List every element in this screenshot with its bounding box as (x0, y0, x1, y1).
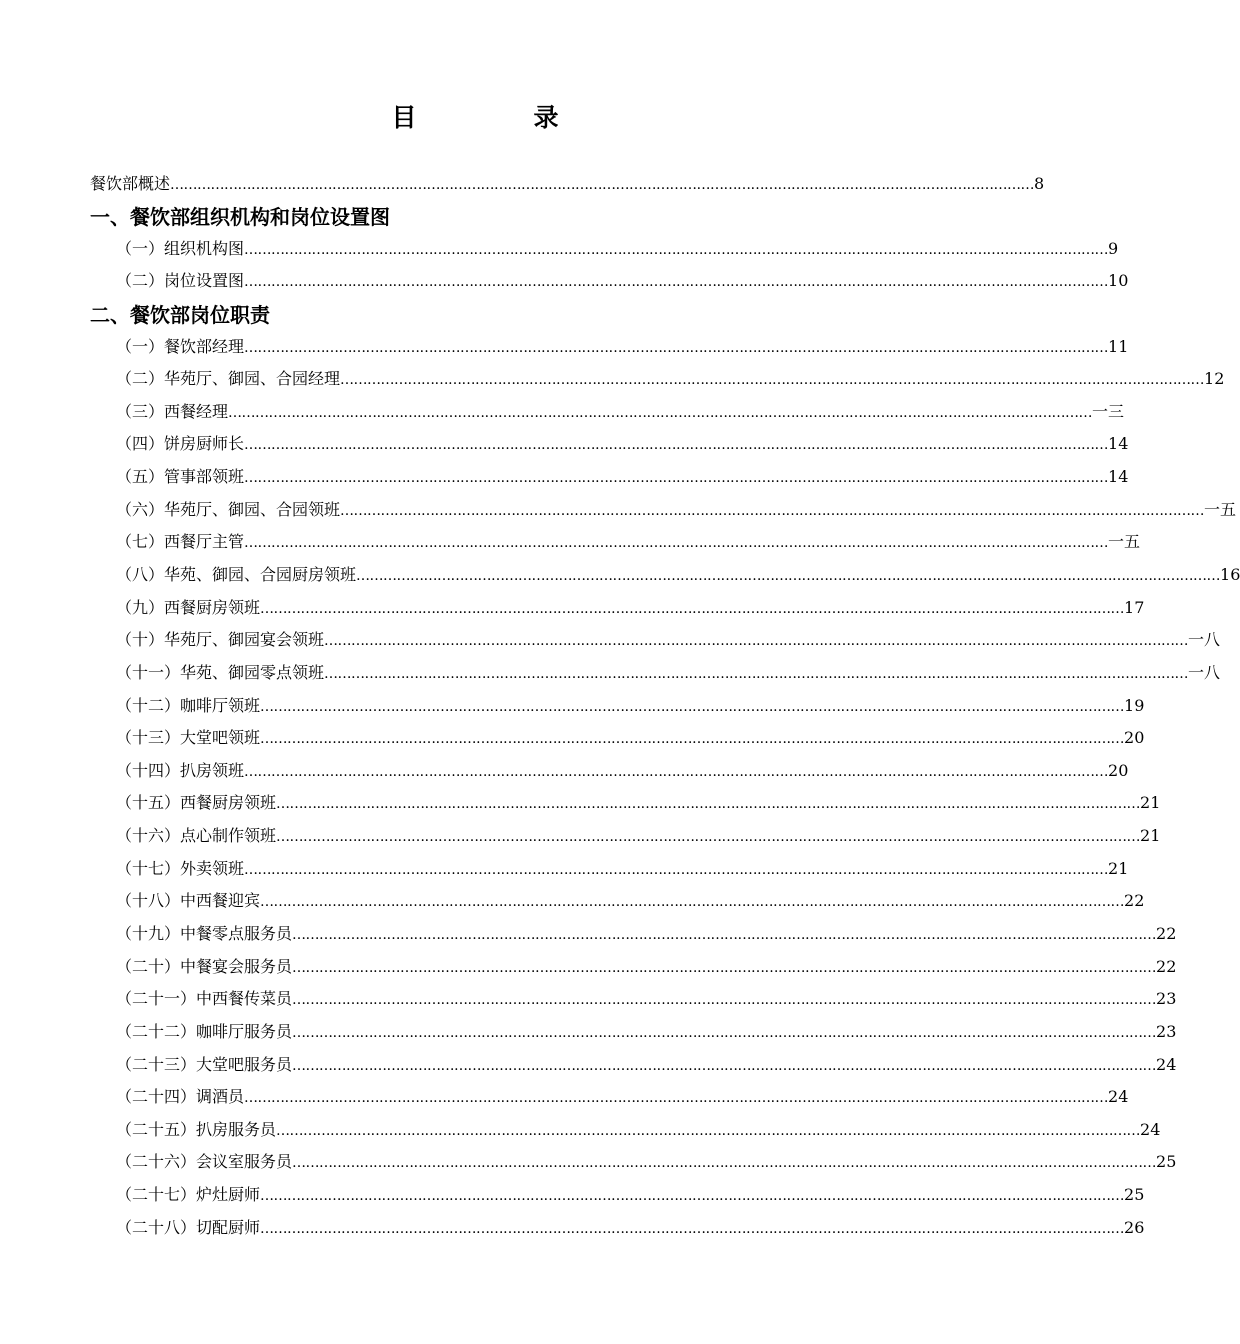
toc-entry[interactable] (116, 465, 1129, 489)
toc-entry-label: （十四）扒房领班 (116, 761, 245, 780)
toc-entry-page: 14 (1108, 434, 1129, 453)
dot-leader: ………………………………………………………………………………………………………………………………………………………………………… (244, 242, 1109, 258)
toc-entry-page: 21 (1108, 859, 1129, 878)
toc-entry-page: 23 (1156, 989, 1177, 1008)
toc-entry-page: 21 (1140, 826, 1161, 845)
toc-entry[interactable] (116, 759, 1129, 783)
toc-entry-label: （十九）中餐零点服务员 (116, 924, 293, 943)
toc-entry[interactable] (116, 955, 1177, 979)
toc-entry[interactable] (116, 498, 1237, 522)
dot-leader: ………………………………………………………………………………………………………………………………………………………………………… (170, 177, 1035, 193)
dot-leader: ………………………………………………………………………………………………………………………………………………………………………… (260, 894, 1125, 910)
toc-entry[interactable] (116, 1053, 1177, 1077)
toc-entry-label: 餐饮部概述 (90, 174, 171, 193)
toc-entry[interactable] (116, 824, 1161, 848)
toc-entry-page: 一五 (1108, 532, 1141, 551)
dot-leader: ………………………………………………………………………………………………………………………………………………………………………… (340, 503, 1205, 519)
toc-entry-page: 22 (1156, 924, 1177, 943)
dot-leader: ………………………………………………………………………………………………………………………………………………………………………… (276, 796, 1141, 812)
toc-entry[interactable] (116, 889, 1145, 913)
toc-entry-page: 21 (1140, 793, 1161, 812)
toc-entry-label: （二）岗位设置图 (116, 271, 245, 290)
toc-entry-label: （二十六）会议室服务员 (116, 1152, 293, 1171)
toc-entry-label: （一）组织机构图 (116, 239, 245, 258)
toc-entry-label: （二）华苑厅、御园、合园经理 (116, 369, 341, 388)
toc-entry[interactable] (116, 269, 1129, 293)
toc-entry-label: （一）餐饮部经理 (116, 337, 245, 356)
toc-entry-page: 24 (1156, 1055, 1177, 1074)
toc-entry-page: 23 (1156, 1022, 1177, 1041)
dot-leader: ………………………………………………………………………………………………………………………………………………………………………… (244, 340, 1109, 356)
toc-entry-overview[interactable] (90, 172, 1045, 196)
toc-entry[interactable] (116, 432, 1129, 456)
toc-entry-label: （九）西餐厨房领班 (116, 598, 261, 617)
section-heading: 一、餐饮部组织机构和岗位设置图 (90, 205, 390, 229)
toc-entry[interactable] (116, 237, 1119, 261)
toc-entry-label: （二十三）大堂吧服务员 (116, 1055, 293, 1074)
toc-entry-label: （七）西餐厅主管 (116, 532, 245, 551)
toc-entry-page: 一三 (1092, 402, 1125, 421)
page-title: 目 录 (391, 103, 605, 132)
toc-entry[interactable] (116, 400, 1125, 424)
dot-leader: ………………………………………………………………………………………………………………………………………………………………………… (260, 1221, 1125, 1237)
toc-entry-page: 20 (1108, 761, 1129, 780)
toc-entry[interactable] (116, 1020, 1177, 1044)
toc-entry-page: 11 (1108, 337, 1129, 356)
dot-leader: ………………………………………………………………………………………………………………………………………………………………………… (244, 437, 1109, 453)
dot-leader: ………………………………………………………………………………………………………………………………………………………………………… (260, 731, 1125, 747)
toc-entry-label: （二十八）切配厨师 (116, 1218, 261, 1237)
toc-entry-label: （十八）中西餐迎宾 (116, 891, 261, 910)
toc-entry[interactable] (116, 987, 1177, 1011)
toc-entry-label: （二十）中餐宴会服务员 (116, 957, 293, 976)
dot-leader: ………………………………………………………………………………………………………………………………………………………………………… (244, 470, 1109, 486)
toc-entry-page: 22 (1124, 891, 1145, 910)
dot-leader: ………………………………………………………………………………………………………………………………………………………………………… (340, 372, 1205, 388)
dot-leader: ………………………………………………………………………………………………………………………………………………………………………… (260, 1188, 1125, 1204)
toc-entry[interactable] (116, 596, 1145, 620)
toc-entry-label: （十五）西餐厨房领班 (116, 793, 277, 812)
toc-entry[interactable] (116, 563, 1240, 587)
toc-entry[interactable] (116, 857, 1129, 881)
dot-leader: ………………………………………………………………………………………………………………………………………………………………………… (276, 1123, 1141, 1139)
dot-leader: ………………………………………………………………………………………………………………………………………………………………………… (292, 1025, 1157, 1041)
toc-entry-label: （三）西餐经理 (116, 402, 229, 421)
dot-leader: ………………………………………………………………………………………………………………………………………………………………………… (244, 862, 1109, 878)
dot-leader: ………………………………………………………………………………………………………………………………………………………………………… (292, 960, 1157, 976)
dot-leader: ………………………………………………………………………………………………………………………………………………………………………… (260, 601, 1125, 617)
toc-entry-label: （二十二）咖啡厅服务员 (116, 1022, 293, 1041)
toc-entry-page: 19 (1124, 696, 1145, 715)
toc-entry-label: （十三）大堂吧领班 (116, 728, 261, 747)
dot-leader: ………………………………………………………………………………………………………………………………………………………………………… (244, 1090, 1109, 1106)
toc-entry[interactable] (116, 791, 1161, 815)
dot-leader: ………………………………………………………………………………………………………………………………………………………………………… (276, 829, 1141, 845)
toc-entry-label: （十二）咖啡厅领班 (116, 696, 261, 715)
toc-entry[interactable] (116, 335, 1129, 359)
toc-entry[interactable] (116, 1085, 1129, 1109)
toc-entry-label: （五）管事部领班 (116, 467, 245, 486)
toc-entry-page: 25 (1156, 1152, 1177, 1171)
toc-entry-label: （四）饼房厨师长 (116, 434, 245, 453)
toc-entry-label: （二十五）扒房服务员 (116, 1120, 277, 1139)
toc-entry[interactable] (116, 1216, 1145, 1240)
toc-entry-label: （十一）华苑、御园零点领班 (116, 663, 325, 682)
dot-leader: ………………………………………………………………………………………………………………………………………………………………………… (244, 274, 1109, 290)
toc-entry-page: 8 (1034, 174, 1045, 193)
toc-entry-page: 17 (1124, 598, 1145, 617)
toc-entry-page: 25 (1124, 1185, 1145, 1204)
toc-entry-page: 一八 (1188, 630, 1221, 649)
toc-entry-label: （十六）点心制作领班 (116, 826, 277, 845)
toc-entry[interactable] (116, 530, 1141, 554)
toc-entry-label: （二十四）调酒员 (116, 1087, 245, 1106)
toc-entry-page: 22 (1156, 957, 1177, 976)
toc-entry[interactable] (116, 922, 1177, 946)
toc-entry-page: 24 (1140, 1120, 1161, 1139)
toc-entry[interactable] (116, 367, 1225, 391)
dot-leader: ………………………………………………………………………………………………………………………………………………………………………… (292, 1155, 1157, 1171)
dot-leader: ………………………………………………………………………………………………………………………………………………………………………… (324, 666, 1189, 682)
toc-entry[interactable] (116, 661, 1221, 685)
toc-entry[interactable] (116, 1118, 1161, 1142)
toc-entry-label: （二十七）炉灶厨师 (116, 1185, 261, 1204)
toc-entry-label: （十七）外卖领班 (116, 859, 245, 878)
dot-leader: ………………………………………………………………………………………………………………………………………………………………………… (244, 764, 1109, 780)
toc-entry[interactable] (116, 1183, 1145, 1207)
dot-leader: ………………………………………………………………………………………………………………………………………………………………………… (356, 568, 1221, 584)
dot-leader: ………………………………………………………………………………………………………………………………………………………………………… (228, 405, 1093, 421)
section-heading: 二、餐饮部岗位职责 (90, 303, 270, 327)
dot-leader: ………………………………………………………………………………………………………………………………………………………………………… (324, 633, 1189, 649)
toc-entry-page: 14 (1108, 467, 1129, 486)
dot-leader: ………………………………………………………………………………………………………………………………………………………………………… (244, 535, 1109, 551)
toc-entry-page: 20 (1124, 728, 1145, 747)
toc-entry[interactable] (116, 726, 1145, 750)
toc-entry[interactable] (116, 628, 1221, 652)
dot-leader: ………………………………………………………………………………………………………………………………………………………………………… (292, 992, 1157, 1008)
toc-entry-label: （二十一）中西餐传菜员 (116, 989, 293, 1008)
toc-entry-page: 26 (1124, 1218, 1145, 1237)
dot-leader: ………………………………………………………………………………………………………………………………………………………………………… (292, 1058, 1157, 1074)
toc-entry-page: 一五 (1204, 500, 1237, 519)
toc-entry-page: 一八 (1188, 663, 1221, 682)
toc-entry-page: 24 (1108, 1087, 1129, 1106)
toc-entry-label: （八）华苑、御园、合园厨房领班 (116, 565, 357, 584)
toc-entry[interactable] (116, 694, 1145, 718)
toc-entry-page: 10 (1108, 271, 1129, 290)
toc-entry-label: （十）华苑厅、御园宴会领班 (116, 630, 325, 649)
toc-entry[interactable] (116, 1150, 1177, 1174)
toc-entry-page: 12 (1204, 369, 1225, 388)
toc-entry-page: 16 (1220, 565, 1240, 584)
dot-leader: ………………………………………………………………………………………………………………………………………………………………………… (292, 927, 1157, 943)
toc-entry-page: 9 (1108, 239, 1119, 258)
toc-entry-label: （六）华苑厅、御园、合园领班 (116, 500, 341, 519)
dot-leader: ………………………………………………………………………………………………………………………………………………………………………… (260, 699, 1125, 715)
